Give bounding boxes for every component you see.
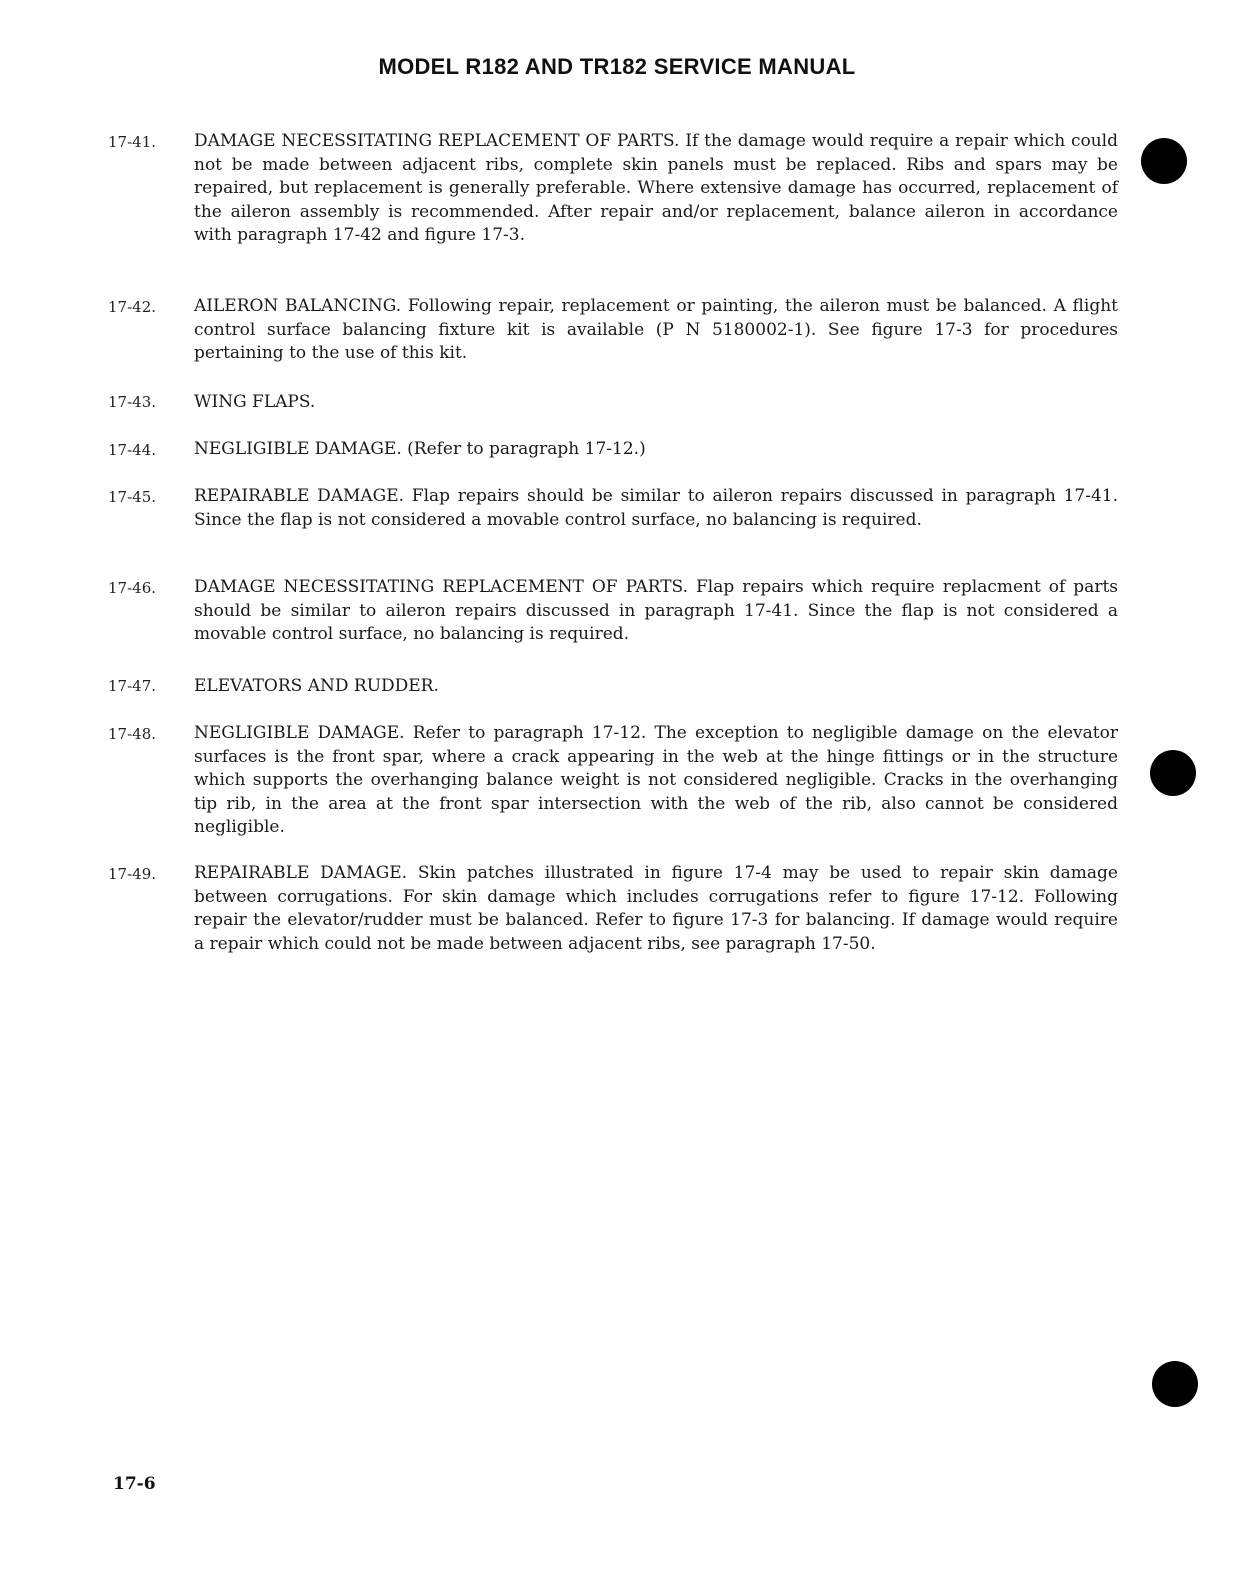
- paragraph-text: DAMAGE NECESSITATING REPLACEMENT OF PARTS. If the damage would require a repair which could not be made between adjacent ribs, complete skin panels must be replaced. Ribs and spars may be repaired, but replacement is generally preferable. Where extensive damage has occurred, replacement of the aileron assembly is recommended. After repair and/or replacement, balance aileron in accordance with paragraph 17-42 and figure 17-3.: [194, 131, 1118, 245]
- paragraph-number: 17-47.: [108, 677, 157, 695]
- paragraph-text: NEGLIGIBLE DAMAGE. (Refer to paragraph 17-12.): [194, 439, 646, 459]
- paragraph-number: 17-43.: [108, 393, 157, 411]
- page-number: 17-6: [113, 1474, 156, 1494]
- paragraph-17-47: [108, 674, 1118, 698]
- paragraph-17-45: [108, 485, 1118, 532]
- paragraph-text: AILERON BALANCING. Following repair, replacement or painting, the aileron must be balanced. A flight control surface balancing fixture kit is available (P N 5180002-1). See figure 17-3 for procedures pertaining to the use of this kit.: [194, 296, 1118, 363]
- paragraph-text: REPAIRABLE DAMAGE. Flap repairs should be similar to aileron repairs discussed in paragraph 17-41. Since the flap is not considered a movable control surface, no balancing is required.: [194, 486, 1118, 530]
- paragraph-number: 17-48.: [108, 725, 157, 743]
- page-title: MODEL R182 AND TR182 SERVICE MANUAL: [378, 54, 856, 79]
- paragraph-17-41: [108, 130, 1118, 248]
- paragraph-text: NEGLIGIBLE DAMAGE. Refer to paragraph 17-12. The exception to negligible damage on the elevator surfaces is the front spar, where a crack appearing in the web at the hinge fittings or in the structure which supports the overhanging balance weight is not considered negligible. Cracks in the overhanging tip rib, in the area at the front spar intersection with the web of the rib, also cannot be considered negligible.: [194, 723, 1118, 837]
- paragraph-17-43: [108, 390, 1118, 414]
- section-heading: ELEVATORS AND RUDDER.: [194, 676, 439, 696]
- paragraph-text: REPAIRABLE DAMAGE. Skin patches illustrated in figure 17-4 may be used to repair skin damage between corrugations. For skin damage which includes corrugations refer to figure 17-12. Following repair the elevator/rudder must be balanced. Refer to figure 17-3 for balancing. If damage would require a repair which could not be made between adjacent ribs, see paragraph 17-50.: [194, 863, 1118, 954]
- paragraph-17-44: [108, 438, 1118, 462]
- paragraph-17-49: [108, 862, 1118, 956]
- paragraph-number: 17-41.: [108, 133, 157, 151]
- paragraph-17-46: [108, 576, 1118, 647]
- paragraph-17-48: [108, 722, 1118, 840]
- paragraph-number: 17-46.: [108, 579, 157, 597]
- paragraph-number: 17-42.: [108, 298, 157, 316]
- paragraph-number: 17-44.: [108, 441, 157, 459]
- paragraph-text: DAMAGE NECESSITATING REPLACEMENT OF PARTS. Flap repairs which require replacment of parts should be similar to aileron repairs discussed in paragraph 17-41. Since the flap is not considered a movable control surface, no balancing is required.: [194, 577, 1118, 644]
- paragraph-number: 17-49.: [108, 865, 157, 883]
- change-bar-dot: [1141, 138, 1187, 184]
- change-bar-dot: [1150, 750, 1196, 796]
- paragraph-17-42: [108, 295, 1118, 366]
- section-heading: WING FLAPS.: [194, 392, 316, 412]
- change-bar-dot: [1152, 1361, 1198, 1407]
- paragraph-number: 17-45.: [108, 488, 157, 506]
